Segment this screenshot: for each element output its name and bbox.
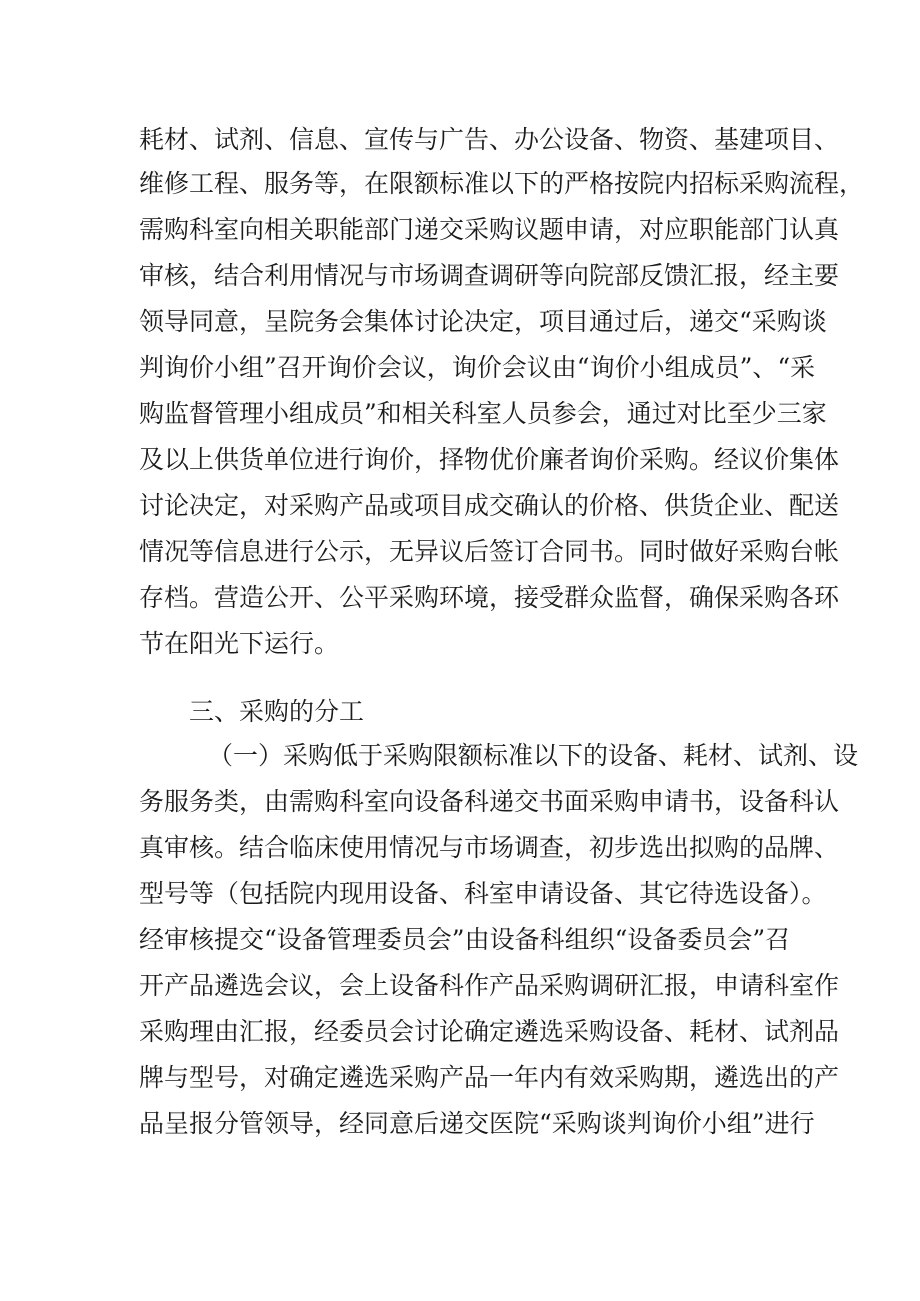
paragraph-line-19: 采购理由汇报，经委员会讨论确定遴选采购设备、耗材、试剂品 bbox=[139, 1017, 840, 1046]
paragraph-line-18: 开产品遴选会议，会上设备科作产品采购调研汇报，申请科室作 bbox=[139, 971, 840, 1000]
paragraph-line-16: 型号等（包括院内现用设备、科室申请设备、其它待选设备）。 bbox=[139, 879, 827, 908]
paragraph-line-21: 品呈报分管领导，经同意后递交医院“采购谈判询价小组”进行 bbox=[139, 1109, 815, 1138]
paragraph-line-9: 讨论决定，对采购产品或项目成交确认的价格、供货企业、配送 bbox=[139, 491, 840, 520]
paragraph-line-6: 判询价小组”召开询价会议，询价会议由“询价小组成员”、“采 bbox=[139, 353, 816, 382]
paragraph-line-17: 经审核提交“设备管理委员会”由设备科组织“设备委员会”召 bbox=[139, 925, 791, 954]
paragraph-line-4: 审核，结合利用情况与市场调查调研等向院部反馈汇报，经主要 bbox=[139, 261, 840, 290]
paragraph-line-12: 节在阳光下运行。 bbox=[139, 629, 340, 658]
paragraph-line-11: 存档。营造公开、公平采购环境，接受群众监督，确保采购各环 bbox=[139, 583, 840, 612]
paragraph-line-5: 领导同意，呈院务会集体讨论决定，项目通过后，递交“采购谈 bbox=[139, 307, 827, 336]
paragraph-line-14: 务服务类，由需购科室向设备科递交书面采购申请书，设备科认 bbox=[139, 787, 840, 816]
paragraph-line-20: 牌与型号，对确定遴选采购产品一年内有效采购期，遴选出的产 bbox=[139, 1063, 840, 1092]
paragraph-line-3: 需购科室向相关职能部门递交采购议题申请，对应职能部门认真 bbox=[139, 215, 840, 244]
paragraph-line-8: 及以上供货单位进行询价，择物优价廉者询价采购。经议价集体 bbox=[139, 445, 840, 474]
section-heading: 三、采购的分工 bbox=[189, 697, 365, 726]
paragraph-line-13: （一）采购低于采购限额标准以下的设备、耗材、试剂、设 bbox=[208, 741, 859, 770]
paragraph-line-7: 购监督管理小组成员”和相关科室人员参会，通过对比至少三家 bbox=[139, 399, 827, 428]
paragraph-line-10: 情况等信息进行公示，无异议后签订合同书。同时做好采购台帐 bbox=[139, 537, 840, 566]
paragraph-line-2: 维修工程、服务等，在限额标准以下的严格按院内招标采购流程， bbox=[139, 169, 865, 198]
paragraph-line-15: 真审核。结合临床使用情况与市场调查，初步选出拟购的品牌、 bbox=[139, 833, 840, 862]
paragraph-line-1: 耗材、试剂、信息、宣传与广告、办公设备、物资、基建项目、 bbox=[139, 125, 840, 154]
